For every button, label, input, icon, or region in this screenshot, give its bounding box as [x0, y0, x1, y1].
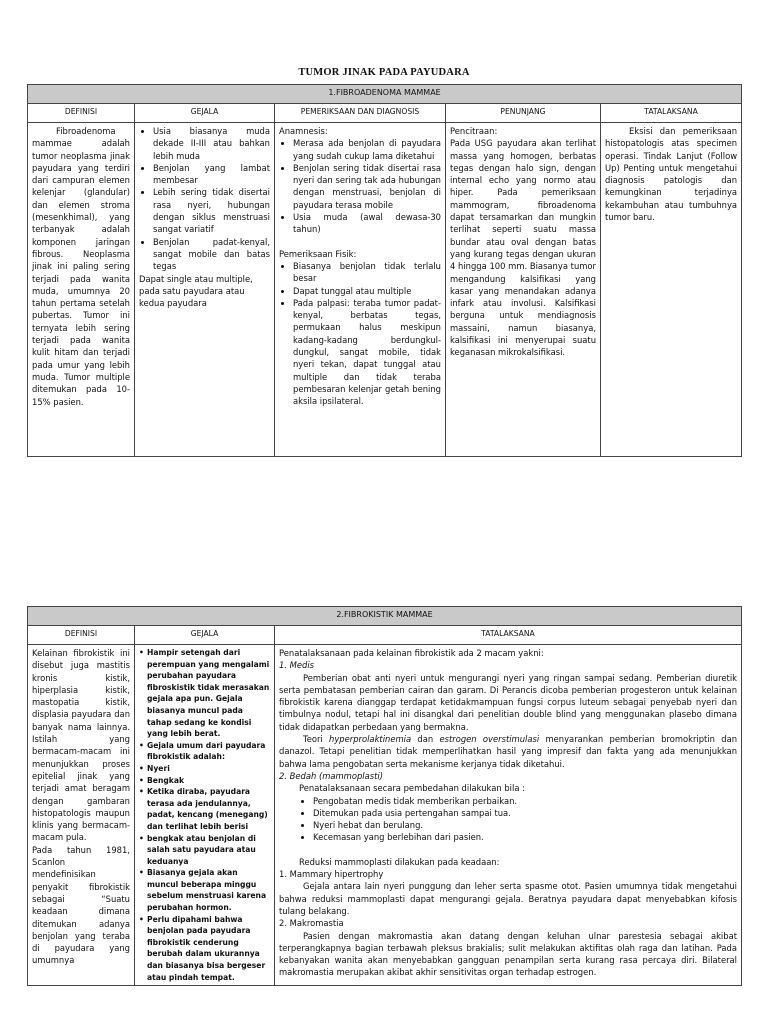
fibroadenoma-table [27, 84, 742, 457]
list-item: • Biasanya benjolan tidak terlalu besar [293, 260, 441, 285]
pemeriksaan-cell [275, 123, 446, 457]
list-item: • Nyeri [147, 763, 270, 775]
column-header: TATALAKSANA [275, 626, 742, 645]
list-item: • Kecemasan yang berlebihan dari pasien. [313, 831, 737, 843]
penunjang-cell [446, 123, 601, 457]
section-heading: 1.FIBROADENOMA MAMMAE [28, 85, 742, 104]
tl-intro: Penatalaksanaan pada kelainan fibrokistik ada 2 macam yakni: [279, 648, 544, 658]
text-span: Teori [303, 734, 330, 745]
list-item: • Pada palpasi: teraba tumor padat-kenyal, berbatas tegas, permukaan halus meskipun kadang-kadang berdungkul-dungkul, sangat mobile, tidak nyeri tekan, dapat tunggal atau multiple dan tidak teraba pembesaran kelenjar getah bening aksila ipsilateral. [293, 297, 441, 408]
definisi-cell: Fibroadenoma mammae adalah tumor neoplasma jinak payudara yang terdiri dari campuran elemen kelenjar (glandular) dan elemen stroma (mesenkhimal), yang terbanyak adalah komponen jaringan fibrous. Neoplasma jinak ini paling sering terjadi pada wanita muda, umumnya 20 tahun pertama setelah pubertas. Tumor ini ternyata lebih sering terjadi pada wanita kulit hitam dan terjadi pada umur yang lebih muda. Tumor multiple ditemukan pada 10-15% pasien. [28, 123, 135, 457]
list-item: • Benjolan yang lambat membesar [153, 162, 270, 187]
list-item: • Merasa ada benjolan di payudara yang sudah cukup lama diketahui [293, 137, 441, 162]
text-span: estrogen overstimulasi [439, 734, 540, 745]
definisi-paragraph: Pada tahun 1981, Scanlon mendefinisikan penyakit fibrokistik sebagai “Suatu keadaan dimana ditemukan adanya benjolan yang teraba di payudara yang umumnya [32, 844, 130, 966]
list-item: • Biasanya gejala akan muncul beberapa minggu sebelum menstruasi karena perubahan hormon. [147, 867, 270, 913]
tl-medis-heading: 1. Medis [279, 660, 315, 671]
list-item: • Bengkak [147, 775, 270, 787]
list-item: • Pengobatan medis tidak memberikan perbaikan. [313, 795, 737, 807]
text-span: dan [411, 734, 440, 745]
list-item: • Ketika diraba, payudara terasa ada jendulannya, padat, kencang (menegang) dan terlihat lebih berisi [147, 786, 270, 832]
tl-teori-paragraph [279, 733, 737, 770]
fibrokistik-table [27, 606, 742, 986]
column-header: GEJALA [135, 104, 275, 123]
list-item: • Hampir setengah dari perempuan yang mengalami perubahan payudara fibroskistik tidak merasakan gejala apa pun. Gejala biasanya muncul pada tahap sedang ke kondisi yang lebih berat. [147, 647, 270, 740]
list-item: • bengkak atau benjolan di salah satu payudara atau keduanya [147, 833, 270, 868]
section-heading: 2.FIBROKISTIK MAMMAE [28, 607, 742, 626]
column-header: TATALAKSANA [601, 104, 742, 123]
list-item: • Dapat tunggal atau multiple [293, 285, 441, 297]
gejala-cell [135, 645, 275, 986]
gejala-cell [135, 123, 275, 457]
anamnesis-label: Anamnesis: [279, 126, 328, 136]
column-header: PENUNJANG [446, 104, 601, 123]
column-header: GEJALA [135, 626, 275, 645]
list-item: • Lebih sering tidak disertai rasa nyeri, hubungan dengan siklus menstruasi sangat variatif [153, 186, 270, 235]
column-header: DEFINISI [28, 104, 135, 123]
definisi-cell [28, 645, 135, 986]
fisik-label: Pemeriksaan Fisik: [279, 248, 357, 259]
page-title: TUMOR JINAK PADA PAYUDARA [298, 67, 470, 78]
tl-mk-paragraph: Pasien dengan makromastia akan datang dengan keluhan ulnar parestesia sebagai akibat terperangkapnya bagian terbawah pleksus brakialis; sulit melakukan aktifitas olah raga dan latihan. Pada kebanyakan wanita akan menyebabkan gangguan penampilan serta kurang rasa percaya diri. Bilateral makromastia merupakan akibat akhir sensitivitas organ terhadap estrogen. [279, 930, 737, 978]
penunjang-text: Pada USG payudara akan terlihat massa yang homogen, berbatas tegas dengan halo sign, dengan internal echo yang normo atau hiper. Pada pemeriksaan mammogram, fibroadenoma dapat tersamarkan dan mungkin terlihat seperti suatu massa bundar atau oval dengan batas yang kurang tegas dengan ukuran 4 hingga 100 mm. Biasanya tumor mengandung kalsifikasi yang kasar yang menandakan adanya infark atau involusi. Kalsifikasi berguna untuk mendiagnosis massaini, namun biasanya, kalsifikasi ini menyerupai suatu keganasan mikrokalsifikasi. [450, 138, 596, 358]
list-item: • Usia muda (awal dewasa-30 tahun) [293, 211, 441, 236]
list-item: • Nyeri hebat dan berulang. [313, 819, 737, 831]
tl-bedah-heading: 2. Bedah (mammoplasti) [279, 770, 383, 781]
tl-mh-heading: 1. Mammary hipertrophy [279, 869, 384, 880]
list-item: • Gejala umum dari payudara fibrokistik adalah: [147, 740, 270, 763]
tl-bedah-intro: Penatalaksanaan secara pembedahan dilakukan bila : [299, 783, 525, 794]
definisi-paragraph: Kelainan fibrokistik ini disebut juga mastitis kronis kistik, hiperplasia kistik, mastopatia kistik, displasia payudara dan banyak nama lainnya. Istilah yang bermacam-macam ini menunjukkan proses epitelial jinak yang terjadi amat beragam dengan gambaran histopatologis maupun klinis yang bermacam- macam pula. [32, 648, 130, 843]
list-item: • Benjolan sering tidak disertai rasa nyeri dan sering tak ada hubungan dengan menstruasi, benjolan di payudara terasa mobile [293, 162, 441, 211]
column-header: PEMERIKSAAN DAN DIAGNOSIS [275, 104, 446, 123]
tatalaksana-cell [275, 645, 742, 986]
list-item: • Perlu dipahami bahwa benjolan pada payudara fibrokistik cenderung berubah dalam ukurannya dan biasanya bisa bergeser atau pindah tempat. [147, 914, 270, 984]
text-span: menyarankan pemberian bromokriptin dan danazol. Tetapi penelitian tidak memperlihatkan hasil yang impresif dan fakta yang ada menunjukkan bahwa lama pengobatan serta mekanisme kerjanya tidak diketahui. [279, 734, 738, 769]
tl-reduksi: Reduksi mammoplasti dilakukan pada keadaan: [299, 856, 500, 867]
tl-mh-paragraph: Gejala antara lain nyeri punggung dan leher serta spasme otot. Pasien umumnya tidak mengetahui bahwa reduksi mammoplasti dapat mengurangi gejala. Beratnya payudara dapat menyebabkan kifosis tulang belakang. [279, 881, 737, 916]
list-item: • Usia biasanya muda dekade II-III atau bahkan lebih muda [153, 125, 270, 162]
penunjang-label: Pencitraan: [450, 126, 498, 136]
column-header: DEFINISI [28, 626, 135, 645]
gejala-note: Dapat single atau multiple, pada satu payudara atau kedua payudara [139, 273, 253, 309]
tl-mk-heading: 2. Makromastia [279, 918, 344, 929]
list-item: • Benjolan padat-kenyal, sangat mobile dan batas tegas [153, 236, 270, 273]
tatalaksana-cell: Eksisi dan pemeriksaan histopatologis atas specimen operasi. Tindak Lanjut (Follow Up) Penting untuk mengetahui diagnosis patologis dan kemungkinan terjadinya kekambuhan atau tumbuhnya tumor baru. [601, 123, 742, 457]
list-item: • Ditemukan pada usia pertengahan sampai tua. [313, 807, 737, 819]
text-span: hyperprolaktinemia [329, 734, 412, 745]
tl-medis-paragraph: Pemberian obat anti nyeri untuk mengurangi nyeri yang ringan sampai sedang. Pemberian diuretik serta pembatasan pemberian cairan dan garam. Di Perancis dicoba pemberian progesteron untuk kelainan fibrokistik karena dianggap terdapat ketidakmampuan fungsi corpus luteum sebagai penyebab nyeri dan timbulnya nodul, tetapi hal ini disangkal dari penelitian double blind yang menggunakan plasebo dimana tidak didapatkan perbedaan yang bermakna. [279, 672, 737, 732]
